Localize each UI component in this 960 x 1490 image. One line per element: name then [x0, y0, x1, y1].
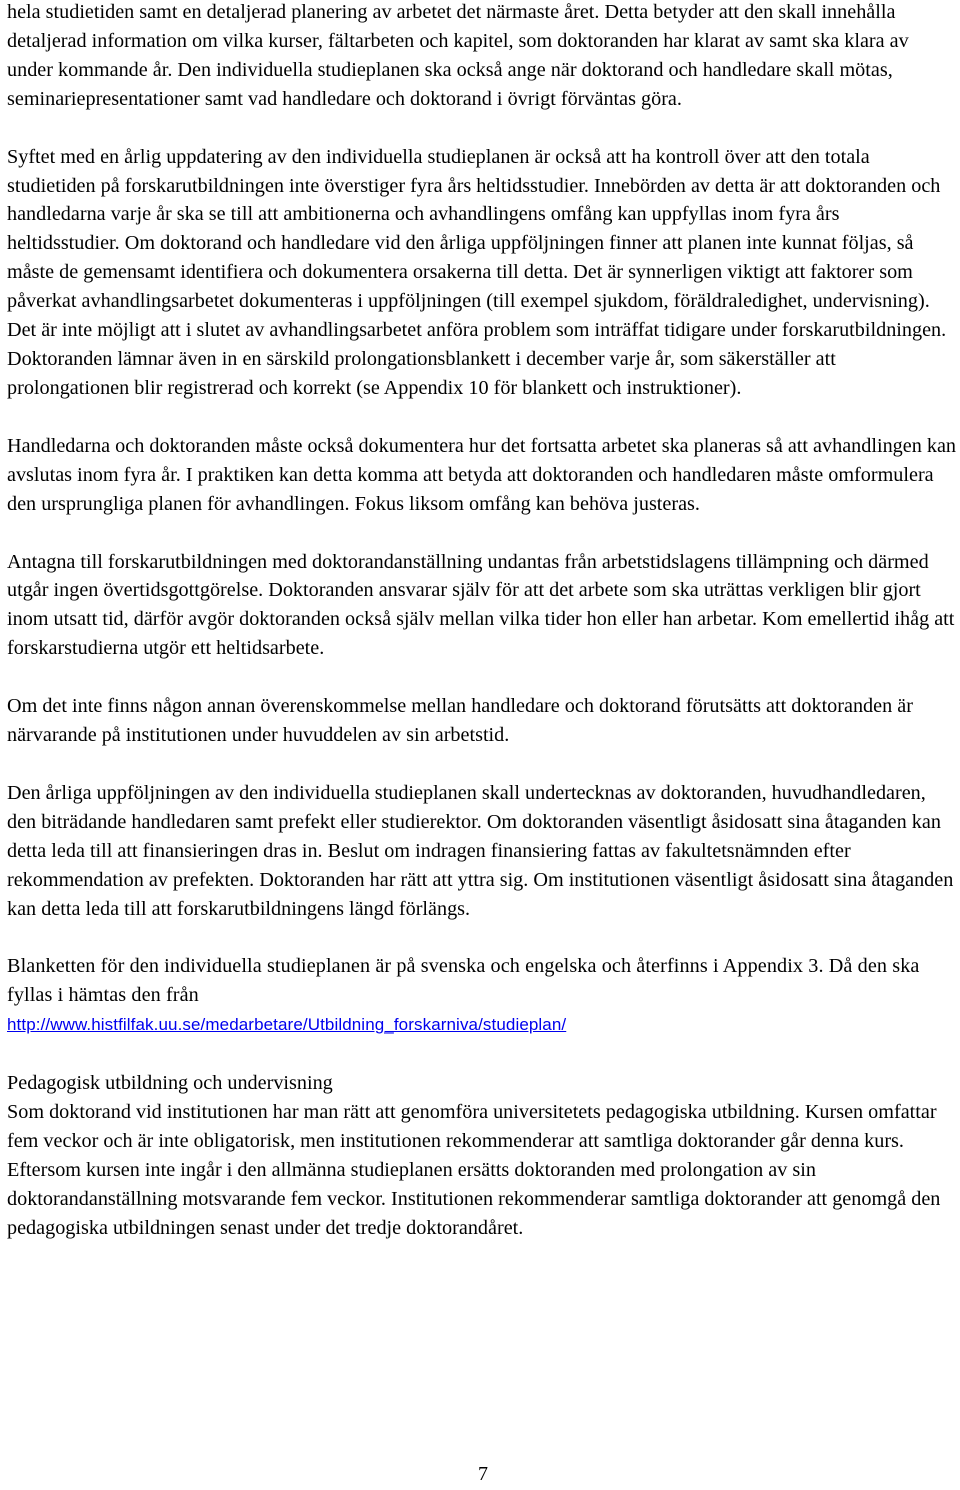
study-plan-link[interactable]: http://www.histfilfak.uu.se/medarbetare/Utbildning_forskarniva/studieplan/: [7, 1015, 567, 1035]
section-text: Som doktorand vid institutionen har man rätt att genomföra universitetets pedagogiska utbildning. Kursen omfattar fem veckor och är inte obligatorisk, men institutionen rekommenderar att samtliga doktorander går denna kurs. Eftersom kursen inte ingår i den allmänna studieplanen ersätts doktoranden med prolongation av sin doktorandanställning motsvarande fem veckor. Institutionen rekommenderar samtliga doktorander att genomgå den pedagogiska utbildningen senast under det tredje doktorandåret.: [7, 1101, 941, 1239]
section-pedagogical-training: [7, 1069, 957, 1242]
section-heading: Pedagogisk utbildning och undervisning: [7, 1072, 333, 1095]
document-page: [7, 0, 957, 1272]
paragraph-presence: Om det inte finns någon annan överenskommelse mellan handledare och doktorand förutsätts att doktoranden är närvarande på institutionen under huvuddelen av sin arbetstid.: [7, 695, 913, 747]
page-number: 7: [478, 1463, 488, 1485]
paragraph-study-plan-contents: hela studietiden samt en detaljerad planering av arbetet det närmaste året. Detta betyder att den skall innehålla detaljerad information om vilka kurser, fältarbeten och kapitel, som doktoranden har klarat av samt ska klara av under kommande år. Den individuella studieplanen ska också ange när doktorand och handledare skall mötas, seminariepresentationer samt vad handledare och doktorand i övrigt förväntas göra.: [7, 1, 909, 110]
paragraph-annual-update: Syftet med en årlig uppdatering av den individuella studieplanen är också att ha kontroll över att den totala studietiden på forskarutbildningen inte överstiger fyra års heltidsstudier. Innebörden av detta är att doktoranden och handledarna varje år ska se till att ambitionerna och avhandlingens omfång kan uppfyllas inom fyra års heltidsstudier. Om doktorand och handledare vid den årliga uppföljningen finner att planen inte kunnat följas, så måste de gemensamt identifiera och dokumentera orsakerna till detta. Det är synnerligen viktigt att faktorer som påverkat avhandlingsarbetet dokumenteras i uppföljningen (till exempel sjukdom, föräldraledighet, undervisning). Det är inte möjligt att i slutet av avhandlingsarbetet anföra problem som inträffat tidigare under forskarutbildningen. Doktoranden lämnar även in en särskild prolongationsblankett i december varje år, som säkerställer att prolongationen blir registrerad och korrekt (se Appendix 10 för blankett och instruktioner).: [7, 145, 947, 399]
paragraph-continued-planning: Handledarna och doktoranden måste också dokumentera hur det fortsatta arbetet ska planeras så att avhandlingen kan avslutas inom fyra år. I praktiken kan detta komma att betyda att doktoranden och handledaren måste omformulera den ursprungliga planen för avhandlingen. Fokus liksom omfång kan behöva justeras.: [7, 434, 957, 515]
paragraph-form-location: [7, 952, 957, 1040]
paragraph-signatures: Den årliga uppföljningen av den individuella studieplanen skall undertecknas av doktoranden, huvudhandledaren, den biträdande handledaren samt prefekt eller studierektor. Om doktoranden väsentligt åsidosatt sina åtaganden kan detta leda till att finansieringen dras in. Beslut om indragen finansiering fattas av fakultetsnämnden efter rekommendation av prefekten. Doktoranden har rätt att yttra sig. Om institutionen väsentligt åsidosatt sina åtaganden kan detta leda till att forskarutbildningens längd förlängs.: [7, 781, 954, 920]
form-location-text: Blanketten för den individuella studieplanen är på svenska och engelska och återfinns i Appendix 3. Då den ska fyllas i hämtas den från: [7, 955, 920, 1007]
paragraph-working-hours: Antagna till forskarutbildningen med doktorandanställning undantas från arbetstidslagens tillämpning och därmed utgår ingen övertidsgottgörelse. Doktoranden ansvarar själv för att det arbete som ska uträttas verkligen blir gjort inom utsatt tid, därför avgör doktoranden också själv mellan vilka tider hon eller han arbetar. Kom emellertid ihåg att forskarstudierna utgör ett heltidsarbete.: [7, 550, 955, 660]
